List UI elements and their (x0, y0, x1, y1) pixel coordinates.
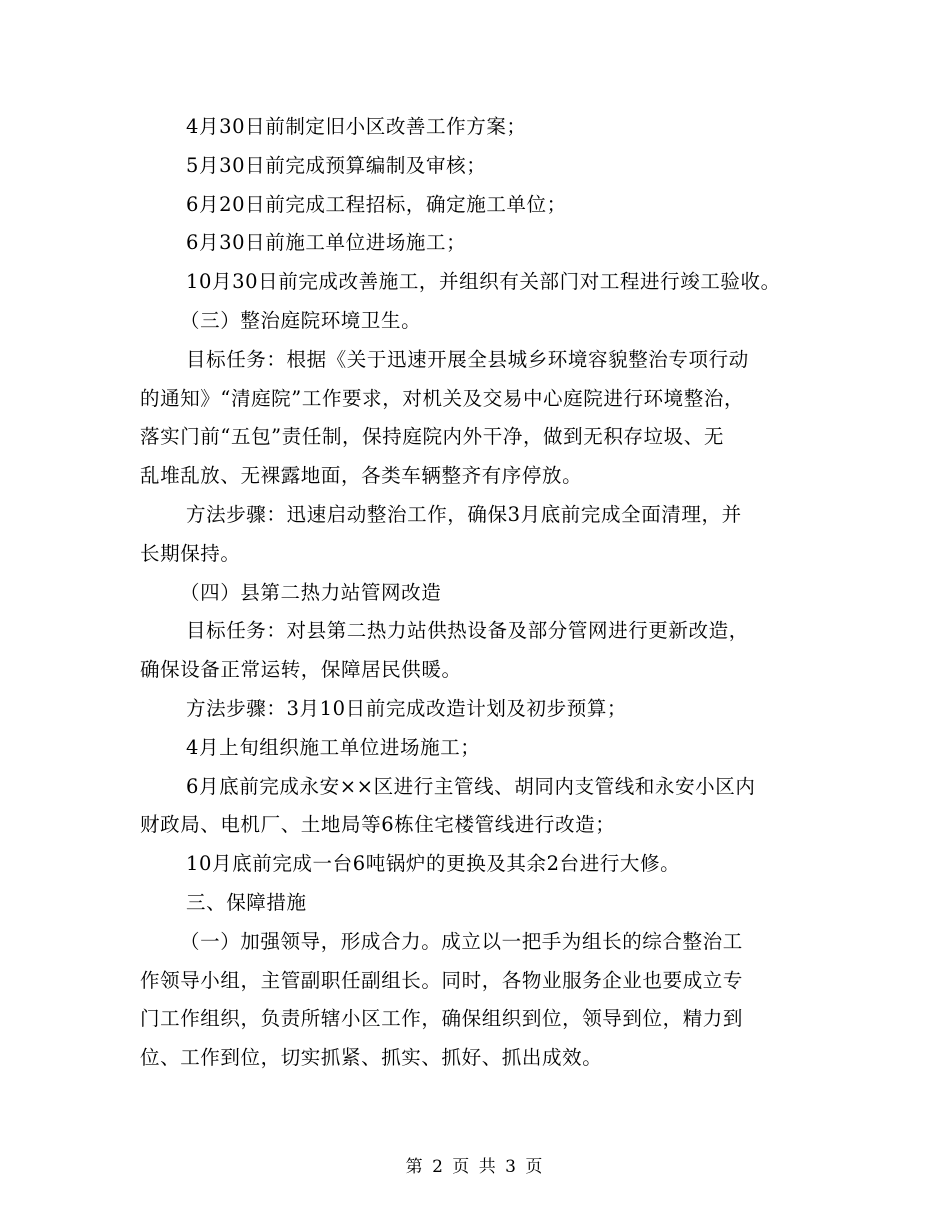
paragraph-line: 方法步骤：3月10日前完成改造计划及初步预算； (186, 696, 628, 720)
paragraph-line: 财政局、电机厂、土地局等6栋住宅楼管线进行改造； (140, 813, 616, 837)
section-heading: 三、保障措施 (186, 890, 307, 914)
schedule-line: 5月30日前完成预算编制及审核； (186, 153, 487, 177)
paragraph-line: 确保设备正常运转，保障居民供暖。 (140, 658, 462, 682)
schedule-line: 10月底前完成一台6吨锅炉的更换及其余2台进行大修。 (186, 852, 681, 876)
schedule-line: 4月30日前制定旧小区改善工作方案； (186, 115, 527, 138)
schedule-line: 6月30日前施工单位进场施工； (186, 231, 467, 255)
paragraph-line: 的通知》“清庭院”工作要求，对机关及交易中心庭院进行环境整治， (140, 386, 745, 410)
paragraph-line: 目标任务：根据《关于迅速开展全县城乡环境容貌整治专项行动 (186, 347, 749, 371)
paragraph-line: 方法步骤：迅速启动整治工作，确保3月底前完成全面清理，并 (186, 502, 742, 526)
paragraph-line: 长期保持。 (140, 541, 241, 565)
document-body (140, 108, 840, 1078)
section-heading: （三）整治庭院环境卫生。 (180, 308, 422, 332)
schedule-line: 6月20日前完成工程招标，确定施工单位； (186, 192, 567, 216)
schedule-line: 10月30日前完成改善施工，并组织有关部门对工程进行竣工验收。 (186, 270, 781, 294)
paragraph-line: 位、工作到位，切实抓紧、抓实、抓好、抓出成效。 (140, 1046, 603, 1070)
page-number-footer: 第 2 页 共 3 页 (405, 1157, 545, 1177)
paragraph-line: 门工作组织，负责所辖小区工作，确保组织到位，领导到位，精力到 (140, 1007, 744, 1031)
paragraph-line: 作领导小组，主管副职任副组长。同时，各物业服务企业也要成立专 (140, 968, 744, 992)
paragraph-line: 乱堆乱放、无裸露地面，各类车辆整齐有序停放。 (140, 464, 583, 488)
paragraph-line: 6月底前完成永安××区进行主管线、胡同内支管线和永安小区内 (186, 774, 756, 798)
paragraph-line: （一）加强领导，形成合力。成立以一把手为组长的综合整治工 (180, 929, 743, 953)
schedule-line: 4月上旬组织施工单位进场施工； (186, 735, 481, 759)
section-heading: （四）县第二热力站管网改造 (180, 580, 442, 604)
paragraph-line: 目标任务：对县第二热力站供热设备及部分管网进行更新改造， (186, 619, 749, 643)
paragraph-line: 落实门前“五包”责任制，保持庭院内外干净，做到无积存垃圾、无 (140, 425, 724, 449)
